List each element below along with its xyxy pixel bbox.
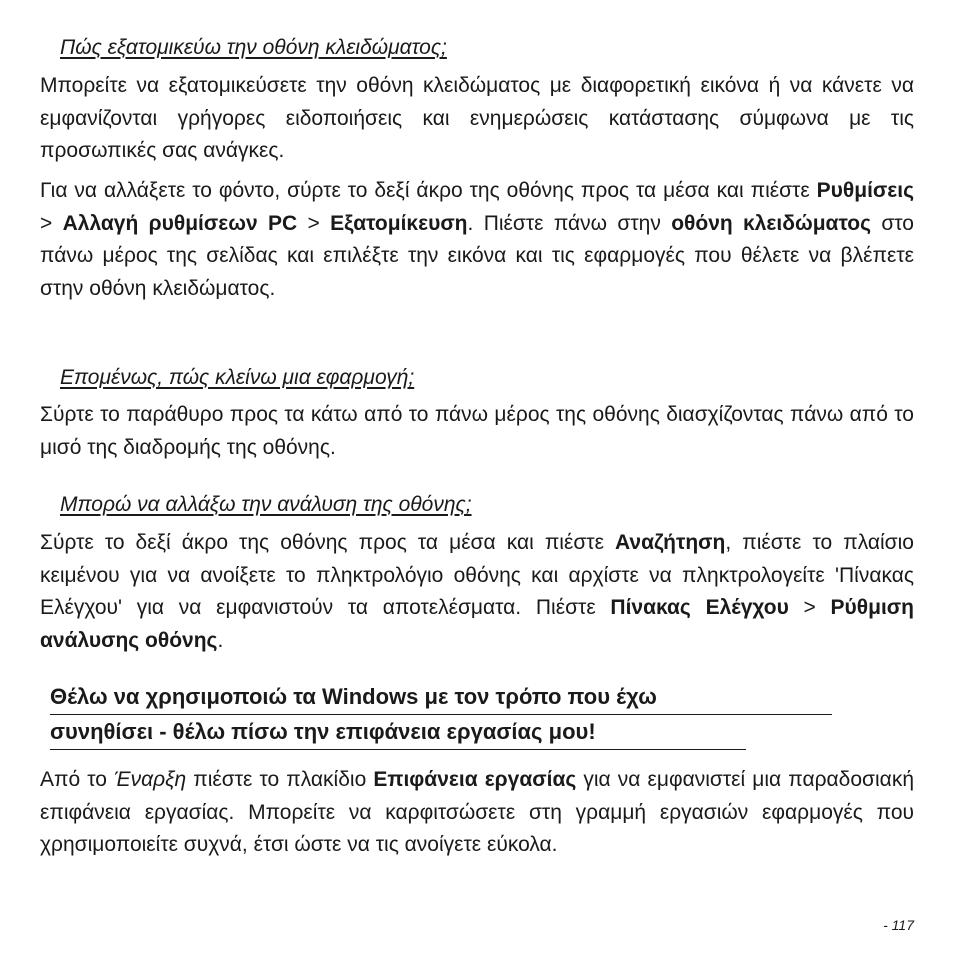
- paragraph-desktop-tile: [40, 764, 914, 862]
- paragraph-lock-screen-steps: [40, 175, 914, 305]
- text-run: Από το: [40, 768, 115, 791]
- bold-term: Ρύθμιση ανάλυσης οθόνης: [40, 596, 915, 652]
- italic-term: Έναρξη: [114, 768, 187, 791]
- text-run: Μπορείτε να εξατομικεύσετε την οθόνη κλειδώματος με διαφορετική εικόνα ή να κάνετε να εμφανίζονται γρήγορες ειδοποιήσεις και ενημερώσεις κατάστασης σύμφωνα με τις προσωπικές σας ανάγκες.: [40, 74, 914, 162]
- section-heading-windows-desktop: [50, 680, 840, 750]
- paragraph-close-app: [40, 399, 914, 464]
- heading-line-2: συνηθίσει - θέλω πίσω την επιφάνεια εργασίας μου!: [50, 715, 746, 750]
- text-run: >: [40, 211, 63, 235]
- bold-term: οθόνη κλειδώματος: [671, 211, 871, 235]
- heading-line-1: Θέλω να χρησιμοποιώ τα Windows με τον τρόπο που έχω: [50, 680, 832, 715]
- question-close-app: Επομένως, πώς κλείνω μια εφαρμογή;: [60, 366, 415, 389]
- question-screen-resolution: Μπορώ να αλλάξω την ανάλυση της οθόνης;: [60, 493, 472, 516]
- bold-term: Αναζήτηση: [615, 531, 726, 554]
- bold-term: Πίνακας Ελέγχου: [610, 596, 789, 619]
- paragraph-lock-screen-intro: [40, 70, 914, 168]
- bold-term: Αλλαγή ρυθμίσεων PC: [62, 211, 298, 235]
- text-run: >: [297, 211, 331, 235]
- bold-term: Ρυθμίσεις: [816, 179, 914, 202]
- text-run: , πιέστε το πλαίσιο κειμένου για να ανοίξετε το πληκτρολόγιο οθόνης και αρχίστε να πληκτρολογείτε 'Πίνακας Ελέγχου' για να εμφανιστούν τα αποτελέσματα. Πιέστε: [40, 531, 914, 619]
- text-run: .: [217, 628, 224, 652]
- text-run: Για να αλλάξετε το φόντο, σύρτε το δεξί άκρο της οθόνης προς τα μέσα και πιέστε: [40, 179, 817, 202]
- text-run: πιέστε το πλακίδιο: [186, 768, 374, 791]
- paragraph-screen-resolution: [40, 527, 914, 657]
- bold-term: Επιφάνεια εργασίας: [373, 768, 577, 791]
- text-run: >: [788, 596, 831, 619]
- page-number: - 117: [883, 917, 914, 933]
- bold-term: Εξατομίκευση: [330, 211, 468, 235]
- text-run: για να εμφανιστεί μια παραδοσιακή επιφάνεια εργασίας. Μπορείτε να καρφιτσώσετε στη γραμμή εργασιών εφαρμογές που χρησιμοποιείτε συχνά, έτσι ώστε να τις ανοίγετε εύκολα.: [40, 768, 914, 856]
- text-run: Σύρτε το δεξί άκρο της οθόνης προς τα μέσα και πιέστε: [40, 531, 616, 554]
- text-run: . Πιέστε πάνω στην: [467, 211, 672, 235]
- text-run: Σύρτε το παράθυρο προς τα κάτω από το πάνω μέρος της οθόνης διασχίζοντας πάνω από το μισό της διαδρομής της οθόνης.: [40, 403, 914, 459]
- question-customize-lock-screen: Πώς εξατομικεύω την οθόνη κλειδώματος;: [60, 36, 447, 59]
- text-run: στο πάνω μέρος της σελίδας και επιλέξτε την εικόνα και τις εφαρμογές που θέλετε να βλέπετε στην οθόνη κλειδώματος.: [40, 211, 914, 300]
